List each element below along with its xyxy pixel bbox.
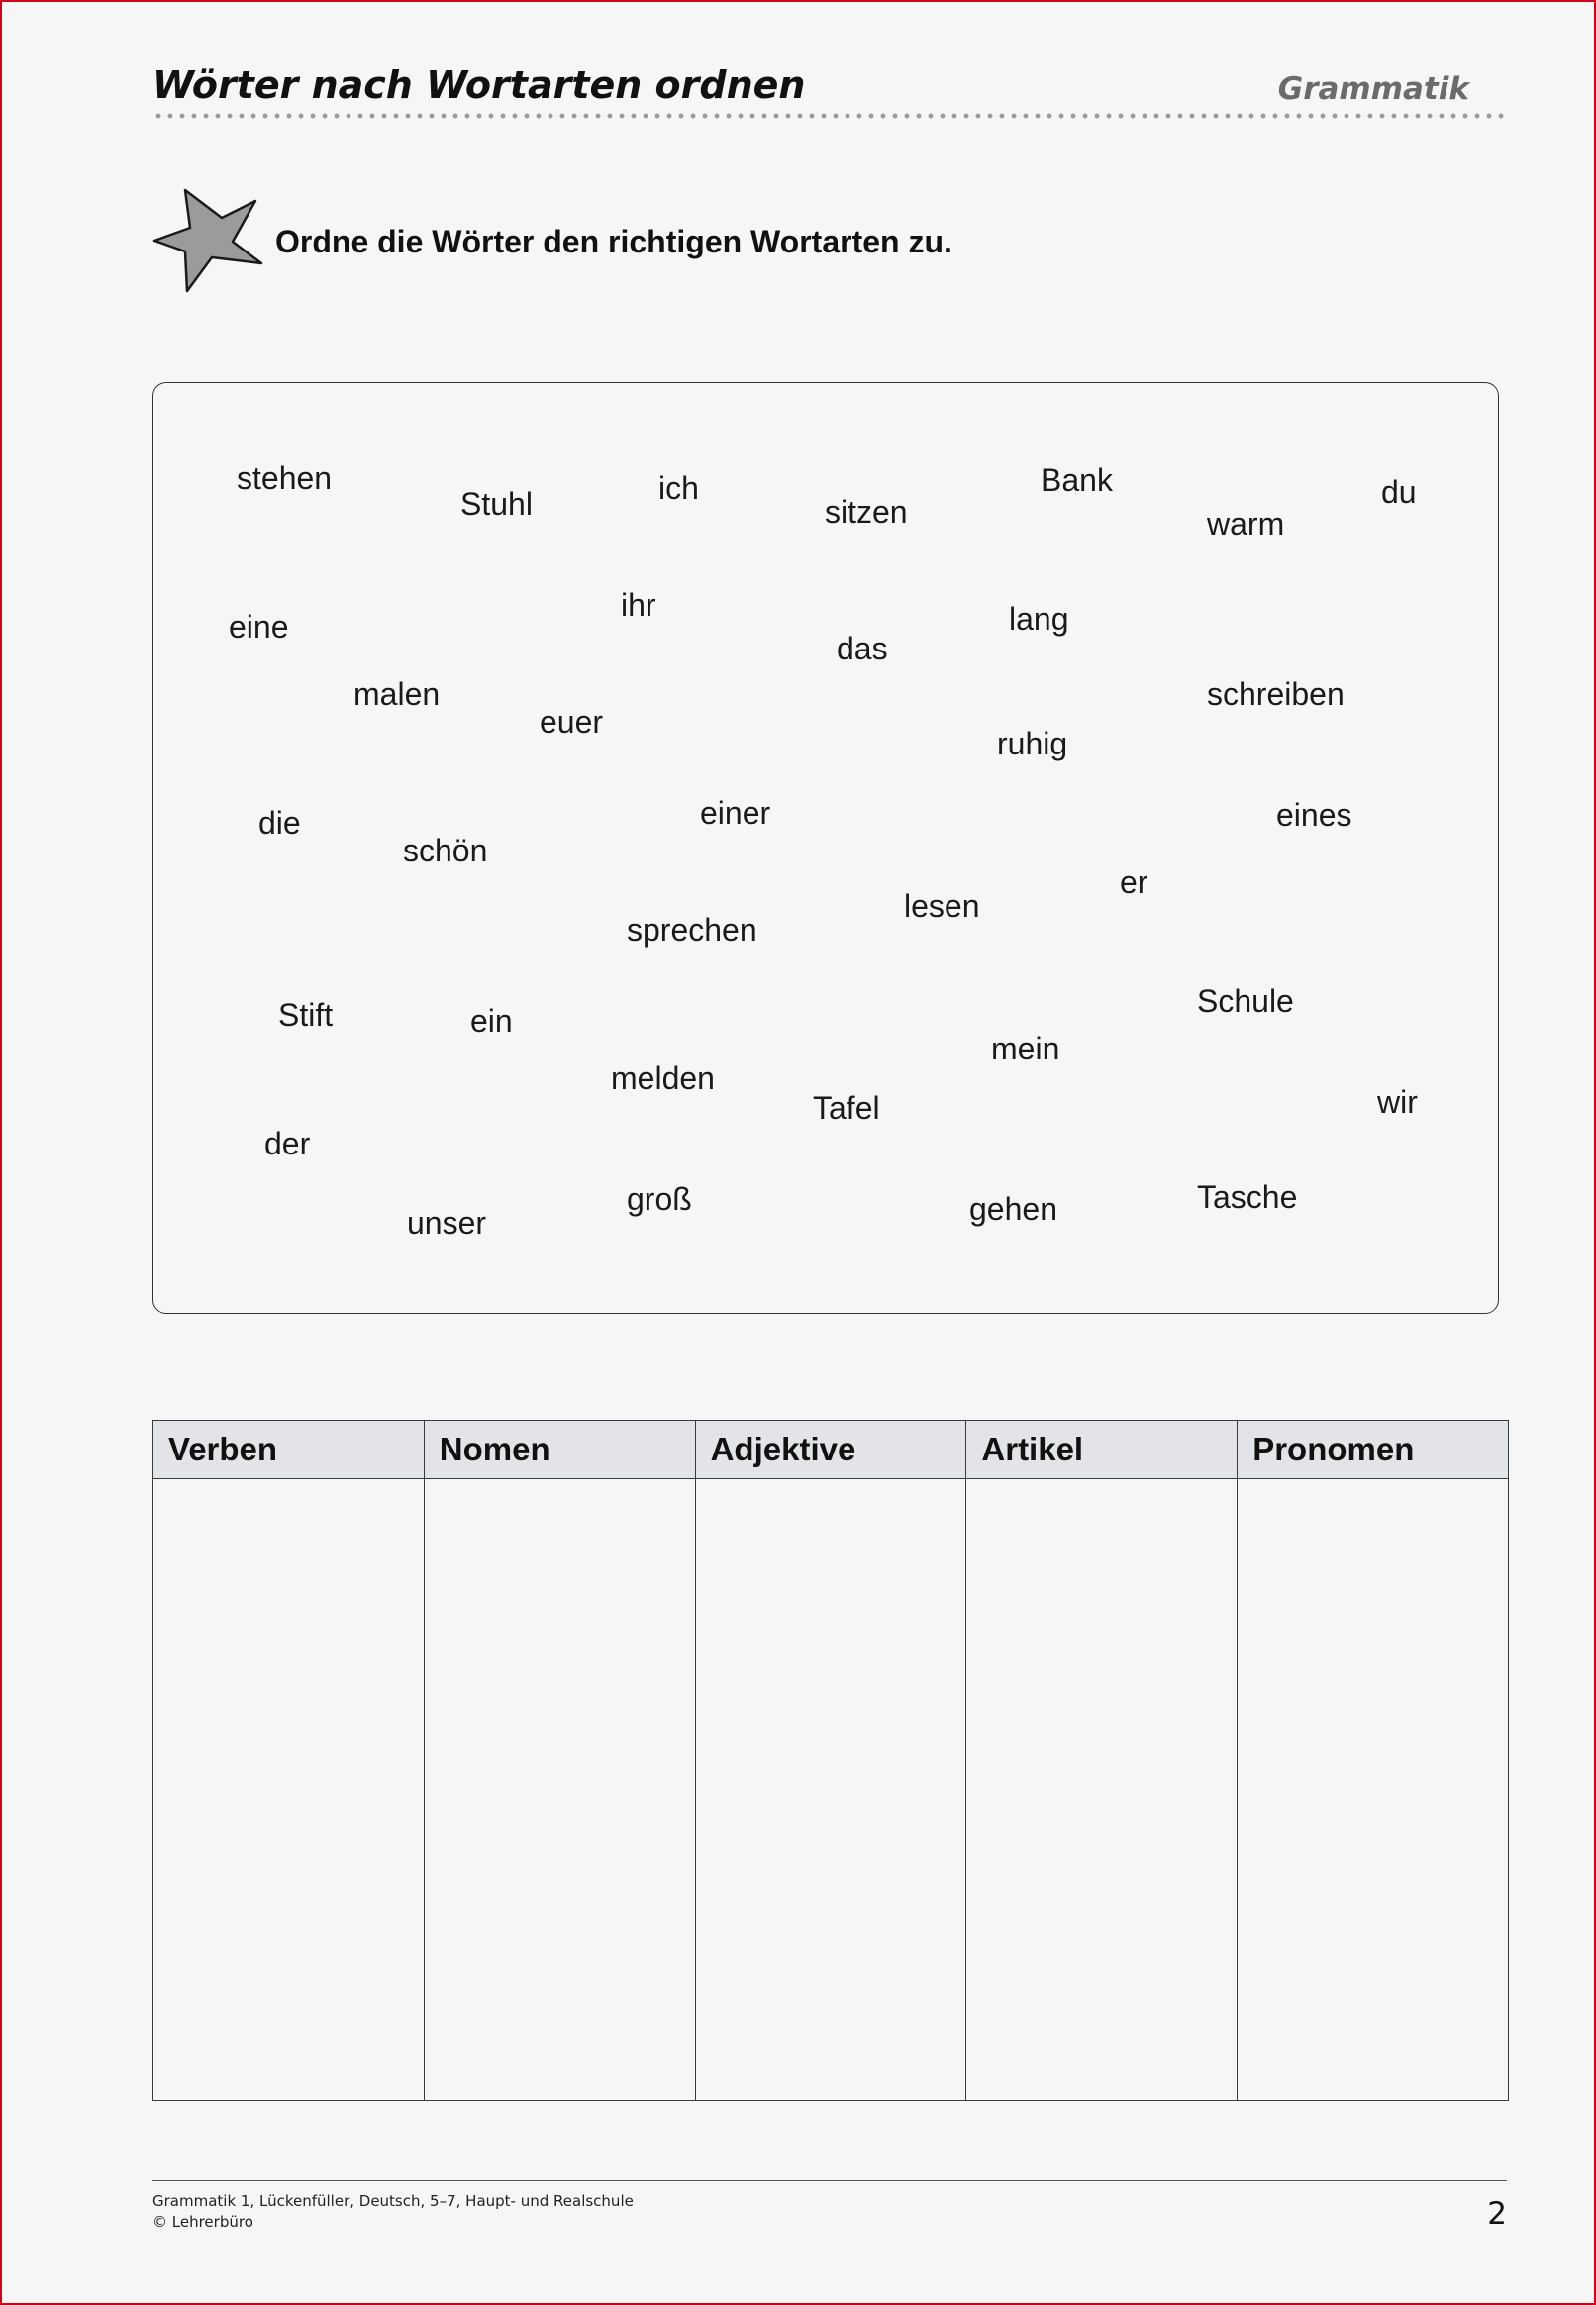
- column-header-nouns: Nomen: [424, 1421, 695, 1479]
- adjectives-answer-cell[interactable]: [695, 1479, 966, 2101]
- footer-source: Grammatik 1, Lückenfüller, Deutsch, 5–7, Haupt- und Realschule: [152, 2192, 634, 2210]
- table-header-row: [153, 1421, 1509, 1479]
- word-item[interactable]: euer: [540, 704, 604, 740]
- word-item[interactable]: groß: [627, 1181, 692, 1217]
- word-item[interactable]: mein: [991, 1031, 1060, 1066]
- word-item[interactable]: Schule: [1197, 983, 1294, 1019]
- word-item[interactable]: Bank: [1041, 462, 1113, 498]
- word-item[interactable]: Tasche: [1197, 1179, 1298, 1215]
- word-item[interactable]: melden: [611, 1060, 715, 1096]
- word-item[interactable]: einer: [700, 795, 771, 831]
- word-item[interactable]: unser: [407, 1205, 487, 1241]
- word-item[interactable]: Tafel: [813, 1090, 880, 1126]
- word-item[interactable]: stehen: [237, 460, 333, 496]
- footer-divider: [152, 2180, 1507, 2181]
- word-item[interactable]: er: [1120, 864, 1148, 900]
- column-header-articles: Artikel: [966, 1421, 1238, 1479]
- nouns-answer-cell[interactable]: [424, 1479, 695, 2101]
- word-item[interactable]: sitzen: [825, 494, 908, 530]
- word-item[interactable]: warm: [1207, 506, 1285, 542]
- word-bank: [152, 382, 1499, 1314]
- page-number: 2: [1487, 2196, 1507, 2232]
- word-item[interactable]: eines: [1276, 797, 1352, 833]
- word-item[interactable]: lesen: [904, 888, 980, 924]
- table-row: [153, 1479, 1509, 2101]
- word-item[interactable]: ein: [470, 1003, 513, 1039]
- word-item[interactable]: gehen: [969, 1191, 1057, 1227]
- word-item[interactable]: eine: [229, 609, 289, 645]
- word-item[interactable]: schreiben: [1207, 676, 1345, 712]
- word-item[interactable]: der: [264, 1126, 311, 1161]
- articles-answer-cell[interactable]: [966, 1479, 1238, 2101]
- word-item[interactable]: wir: [1377, 1084, 1418, 1120]
- word-item[interactable]: malen: [353, 676, 441, 712]
- word-item[interactable]: lang: [1009, 601, 1069, 637]
- word-type-table: [152, 1420, 1509, 2101]
- footer-copyright: © Lehrerbüro: [152, 2213, 253, 2231]
- column-header-pronouns: Pronomen: [1238, 1421, 1509, 1479]
- word-item[interactable]: ihr: [621, 587, 656, 623]
- word-item[interactable]: schön: [403, 833, 488, 868]
- task-instruction: Ordne die Wörter den richtigen Wortarten zu.: [275, 224, 952, 259]
- header-dotted-divider: [152, 113, 1507, 119]
- column-header-adjectives: Adjektive: [695, 1421, 966, 1479]
- section-label: Grammatik: [1277, 71, 1469, 107]
- word-item[interactable]: ruhig: [997, 726, 1068, 761]
- word-item[interactable]: sprechen: [627, 912, 757, 948]
- word-item[interactable]: die: [258, 805, 301, 841]
- column-header-verbs: Verben: [153, 1421, 425, 1479]
- word-item[interactable]: das: [837, 631, 888, 666]
- pronouns-answer-cell[interactable]: [1238, 1479, 1509, 2101]
- star-icon: [152, 186, 263, 295]
- word-item[interactable]: ich: [658, 470, 699, 506]
- word-item[interactable]: Stift: [278, 997, 334, 1033]
- page-title: Wörter nach Wortarten ordnen: [152, 63, 806, 107]
- word-item[interactable]: Stuhl: [460, 486, 533, 522]
- verbs-answer-cell[interactable]: [153, 1479, 425, 2101]
- word-item[interactable]: du: [1381, 474, 1417, 510]
